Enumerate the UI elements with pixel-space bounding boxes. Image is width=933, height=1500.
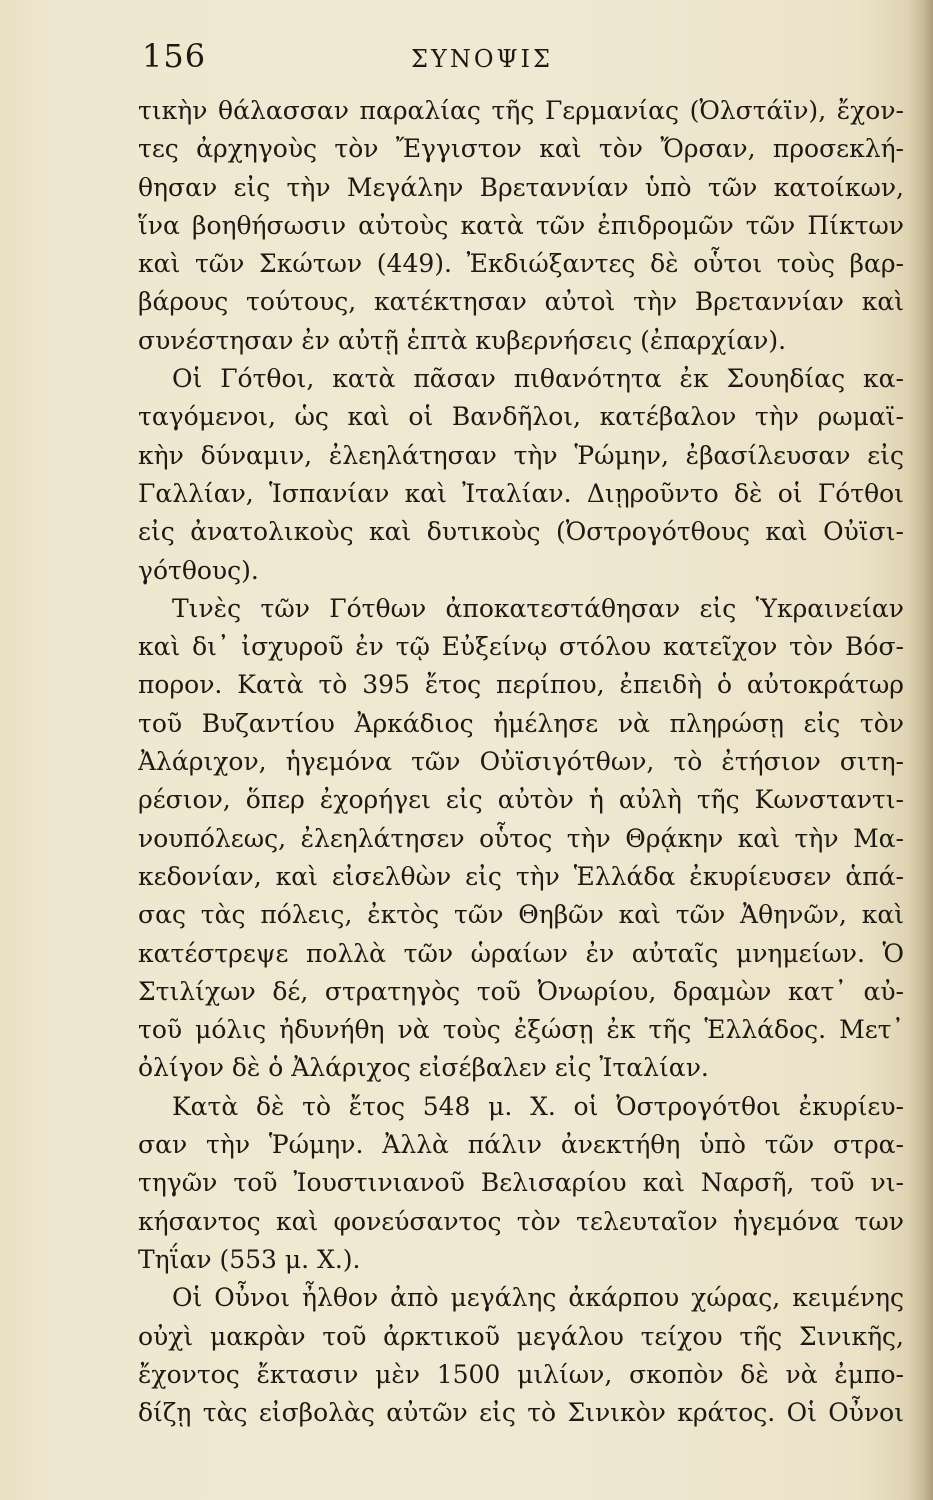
page-number: 156 bbox=[142, 37, 207, 75]
text-line: Οἱ Γότθοι, κατὰ πᾶσαν πιθανότητα ἐκ Σουηδίας κα- bbox=[172, 364, 904, 394]
text-line: Γαλλίαν, Ἱσπανίαν καὶ Ἰταλίαν. Διῃροῦντο δὲ οἱ Γότθοι bbox=[138, 478, 904, 508]
text-line: ὀλίγον δὲ ὁ Ἀλάριχος εἰσέβαλεν εἰς Ἰταλίαν. bbox=[138, 1053, 709, 1083]
body-text bbox=[138, 92, 904, 1432]
text-line: κεδονίαν, καὶ εἰσελθὼν εἰς τὴν Ἑλλάδα ἐκυρίευσεν ἁπά- bbox=[138, 861, 904, 891]
text-line: Τηΐαν (553 μ. Χ.). bbox=[138, 1244, 361, 1274]
text-line: Κατὰ δὲ τὸ ἔτος 548 μ. Χ. οἱ Ὀστρογότθοι ἐκυρίευ- bbox=[172, 1091, 904, 1121]
text-line: ρέσιον, ὅπερ ἐχορήγει εἰς αὐτὸν ἡ αὐλὴ τῆς Κωνσταντι- bbox=[138, 785, 904, 815]
text-line: Οἱ Οὖνοι ἦλθον ἀπὸ μεγάλης ἀκάρπου χώρας, κειμένης bbox=[172, 1283, 904, 1313]
text-line: συνέστησαν ἐν αὐτῇ ἑπτὰ κυβερνήσεις (ἐπαρχίαν). bbox=[138, 325, 787, 355]
text-line: θησαν εἰς τὴν Μεγάλην Βρεταννίαν ὑπὸ τῶν κατοίκων, bbox=[138, 172, 904, 202]
text-line: τοῦ Βυζαντίου Ἀρκάδιος ἠμέλησε νὰ πληρώσῃ εἰς τὸν bbox=[138, 708, 904, 738]
text-line: Τινὲς τῶν Γότθων ἀποκατεστάθησαν εἰς Ὑκραινείαν bbox=[172, 593, 904, 623]
text-line: τηγῶν τοῦ Ἰουστινιανοῦ Βελισαρίου καὶ Ναρσῆ, τοῦ νι- bbox=[138, 1168, 904, 1198]
text-line: καὶ δι᾿ ἰσχυροῦ ἐν τῷ Εὐξείνῳ στόλου κατεῖχον τὸν Βόσ- bbox=[138, 632, 904, 662]
text-line: κὴν δύναμιν, ἐλεηλάτησαν τὴν Ῥώμην, ἐβασίλευσαν εἰς bbox=[138, 440, 904, 470]
text-line: δίζῃ τὰς εἰσβολὰς αὐτῶν εἰς τὸ Σινικὸν κράτος. Οἱ Οὖνοι bbox=[138, 1398, 904, 1428]
text-line: καὶ τῶν Σκώτων (449). Ἐκδιώξαντες δὲ οὗτοι τοὺς βαρ- bbox=[138, 249, 904, 279]
text-line: σας τὰς πόλεις, ἐκτὸς τῶν Θηβῶν καὶ τῶν Ἀθηνῶν, καὶ bbox=[138, 900, 904, 930]
text-line: τικὴν θάλασσαν παραλίας τῆς Γερμανίας (Ὀλστάϊν), ἔχον- bbox=[138, 96, 904, 125]
text-line: κήσαντος καὶ φονεύσαντος τὸν τελευταῖον ἡγεμόνα των bbox=[138, 1206, 904, 1236]
text-line: Ἀλάριχον, ἡγεμόνα τῶν Οὐϊσιγότθων, τὸ ἐτήσιον σιτη- bbox=[138, 747, 904, 777]
text-line: κατέστρεψε πολλὰ τῶν ὡραίων ἐν αὐταῖς μνημείων. Ὁ bbox=[138, 938, 904, 968]
text-line: γότθους). bbox=[138, 555, 259, 585]
running-title: ΣΥΝΟΨΙΣ bbox=[411, 45, 553, 73]
text-line: σαν τὴν Ῥώμην. Ἀλλὰ πάλιν ἀνεκτήθη ὑπὸ τῶν στρα- bbox=[138, 1130, 904, 1160]
text-line: ταγόμενοι, ὡς καὶ οἱ Βανδῆλοι, κατέβαλον τὴν ρωμαϊ- bbox=[138, 402, 904, 432]
text-line: τοῦ μόλις ἠδυνήθη νὰ τοὺς ἐξώσῃ ἐκ τῆς Ἑλλάδος. Μετ᾿ bbox=[138, 1015, 904, 1045]
text-line: βάρους τούτους, κατέκτησαν αὐτοὶ τὴν Βρεταννίαν καὶ bbox=[138, 287, 904, 317]
page-edge-shadow bbox=[907, 0, 933, 1500]
page-header bbox=[142, 36, 902, 86]
text-line: νουπόλεως, ἐλεηλάτησεν οὗτος τὴν Θρᾴκην καὶ τὴν Μα- bbox=[138, 823, 904, 853]
text-line: εἰς ἀνατολικοὺς καὶ δυτικοὺς (Ὀστρογότθους καὶ Οὐϊσι- bbox=[138, 517, 904, 547]
text-line: πορον. Κατὰ τὸ 395 ἔτος περίπου, ἐπειδὴ ὁ αὐτοκράτωρ bbox=[138, 670, 904, 700]
text-line: ἵνα βοηθήσωσιν αὐτοὺς κατὰ τῶν ἐπιδρομῶν τῶν Πίκτων bbox=[138, 210, 904, 240]
text-line: οὐχὶ μακρὰν τοῦ ἀρκτικοῦ μεγάλου τείχου τῆς Σινικῆς, bbox=[138, 1321, 904, 1351]
text-line: τες ἀρχηγοὺς τὸν Ἔγγιστον καὶ τὸν Ὄρσαν, προσεκλή- bbox=[138, 134, 904, 164]
text-line: ἔχοντος ἔκτασιν μὲν 1500 μιλίων, σκοπὸν δὲ νὰ ἐμπο- bbox=[138, 1359, 904, 1389]
text-line: Στιλίχων δέ, στρατηγὸς τοῦ Ὀνωρίου, δραμὼν κατ᾿ αὐ- bbox=[138, 976, 904, 1006]
